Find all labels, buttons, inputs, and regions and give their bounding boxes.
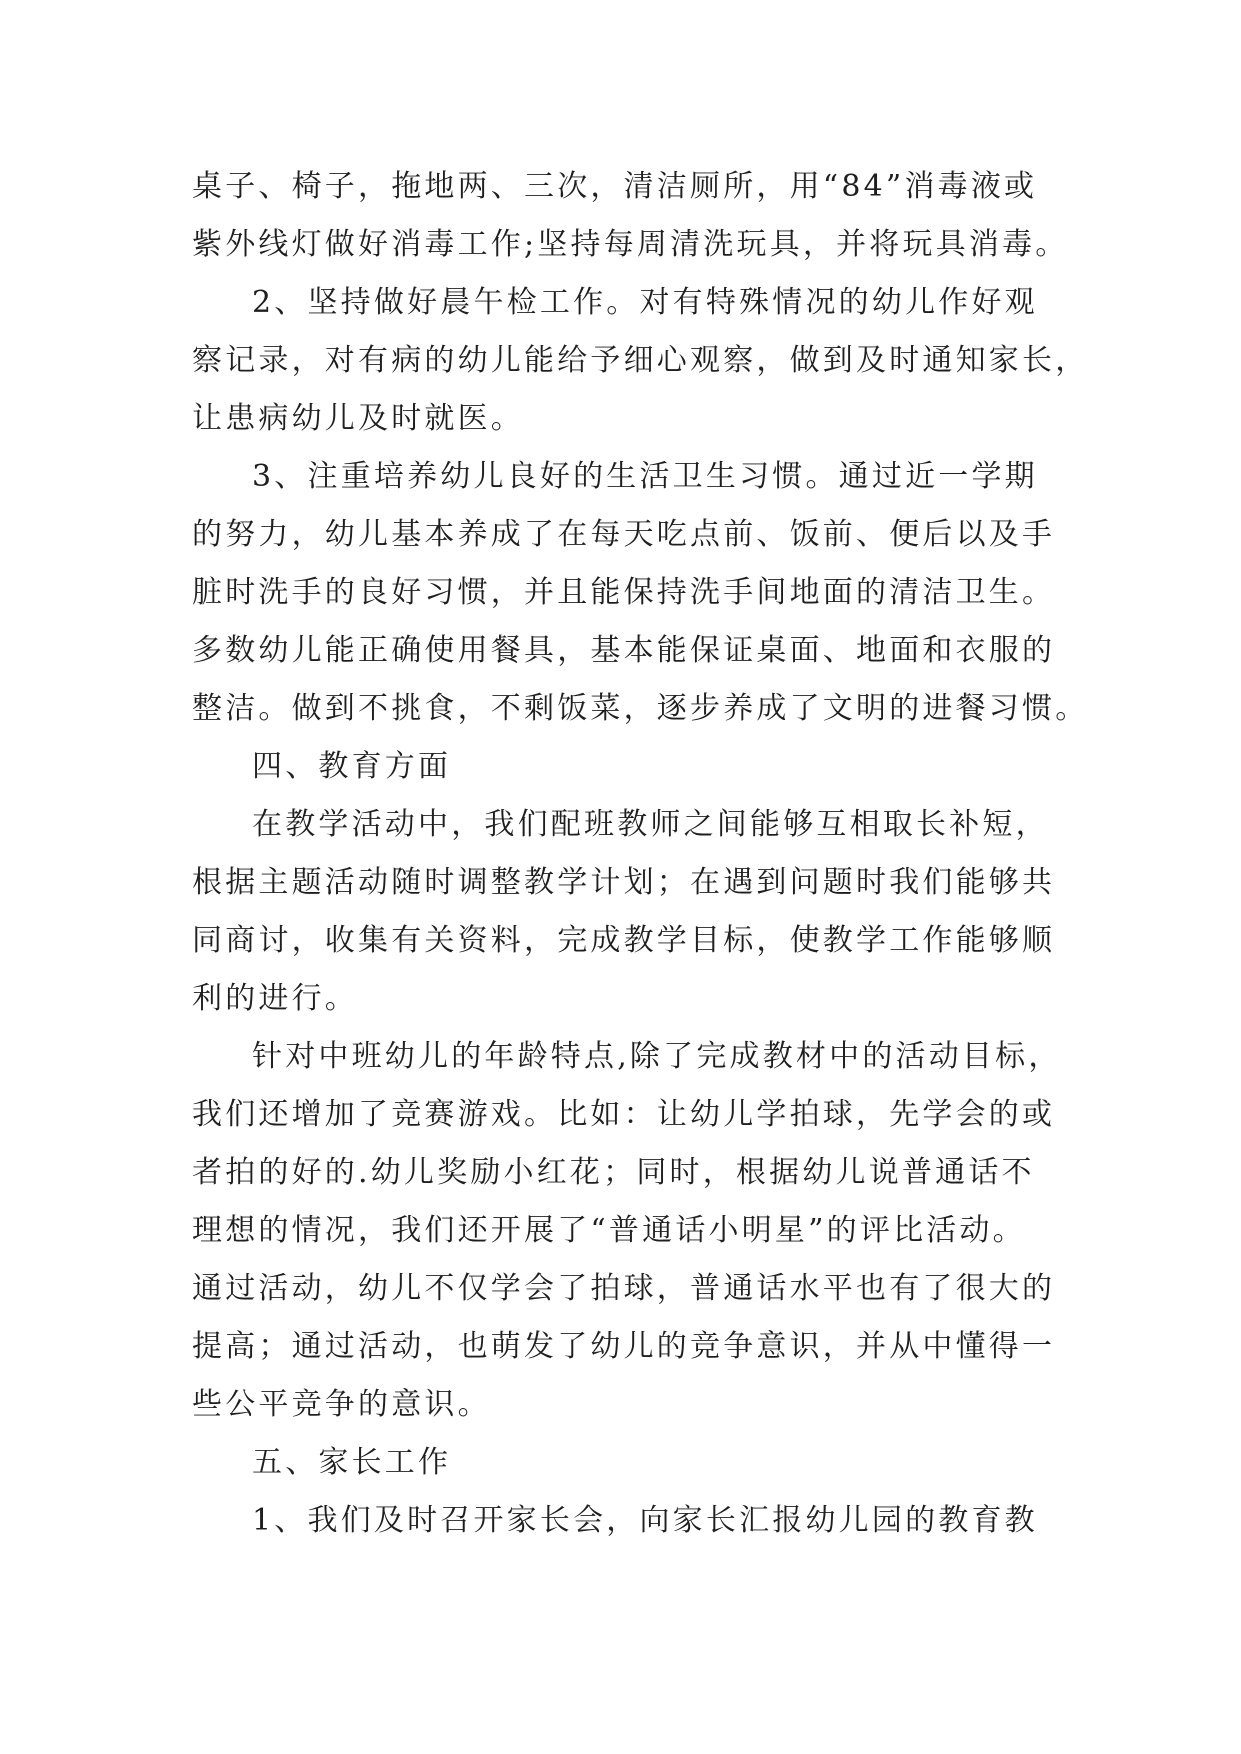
section-heading-education: 四、教育方面 [252,749,452,784]
text-line: 通过活动，幼儿不仅学会了拍球，普通话水平也有了很大的 [192,1271,1056,1306]
body-text [192,158,1089,1550]
text-line: 根据主题活动随时调整教学计划；在遇到问题时我们能够共 [192,865,1056,900]
text-line: 些公平竞争的意识。 [192,1387,491,1422]
paragraph-start: 针对中班幼儿的年龄特点,除了完成教材中的活动目标， [252,1039,1062,1074]
text-line: 紫外线灯做好消毒工作;坚持每周清洗玩具，并将玩具消毒。 [192,227,1069,262]
list-item-3: 3、注重培养幼儿良好的生活卫生习惯。通过近一学期 [252,459,1038,494]
text-line: 我们还增加了竞赛游戏。比如：让幼儿学拍球，先学会的或 [192,1097,1056,1132]
text-line: 提高；通过活动，也萌发了幼儿的竞争意识，并从中懂得一 [192,1329,1056,1364]
text-line: 理想的情况，我们还开展了“普通话小明星”的评比活动。 [192,1213,1026,1248]
text-line: 者拍的好的.幼儿奖励小红花；同时，根据幼儿说普通话不 [192,1155,1035,1190]
text-line: 同商讨，收集有关资料，完成教学目标，使教学工作能够顺 [192,923,1056,958]
section-heading-parents: 五、家长工作 [252,1445,452,1480]
text-line: 利的进行。 [192,981,358,1016]
list-item-1: 1、我们及时召开家长会，向家长汇报幼儿园的教育教 [252,1503,1038,1538]
text-line: 桌子、椅子，拖地两、三次，清洁厕所，用“84”消毒液或 [192,169,1038,204]
text-line: 让患病幼儿及时就医。 [192,401,524,436]
list-item-2: 2、坚持做好晨午检工作。对有特殊情况的幼儿作好观 [252,285,1038,320]
text-line: 整洁。做到不挑食，不剩饭菜，逐步养成了文明的进餐习惯。 [192,691,1089,726]
text-line: 察记录，对有病的幼儿能给予细心观察，做到及时通知家长， [192,343,1089,378]
text-line: 脏时洗手的良好习惯，并且能保持洗手间地面的清洁卫生。 [192,575,1056,610]
text-line: 的努力，幼儿基本养成了在每天吃点前、饭前、便后以及手 [192,517,1056,552]
paragraph-start: 在教学活动中，我们配班教师之间能够互相取长补短， [252,807,1049,842]
text-line: 多数幼儿能正确使用餐具，基本能保证桌面、地面和衣服的 [192,633,1056,668]
